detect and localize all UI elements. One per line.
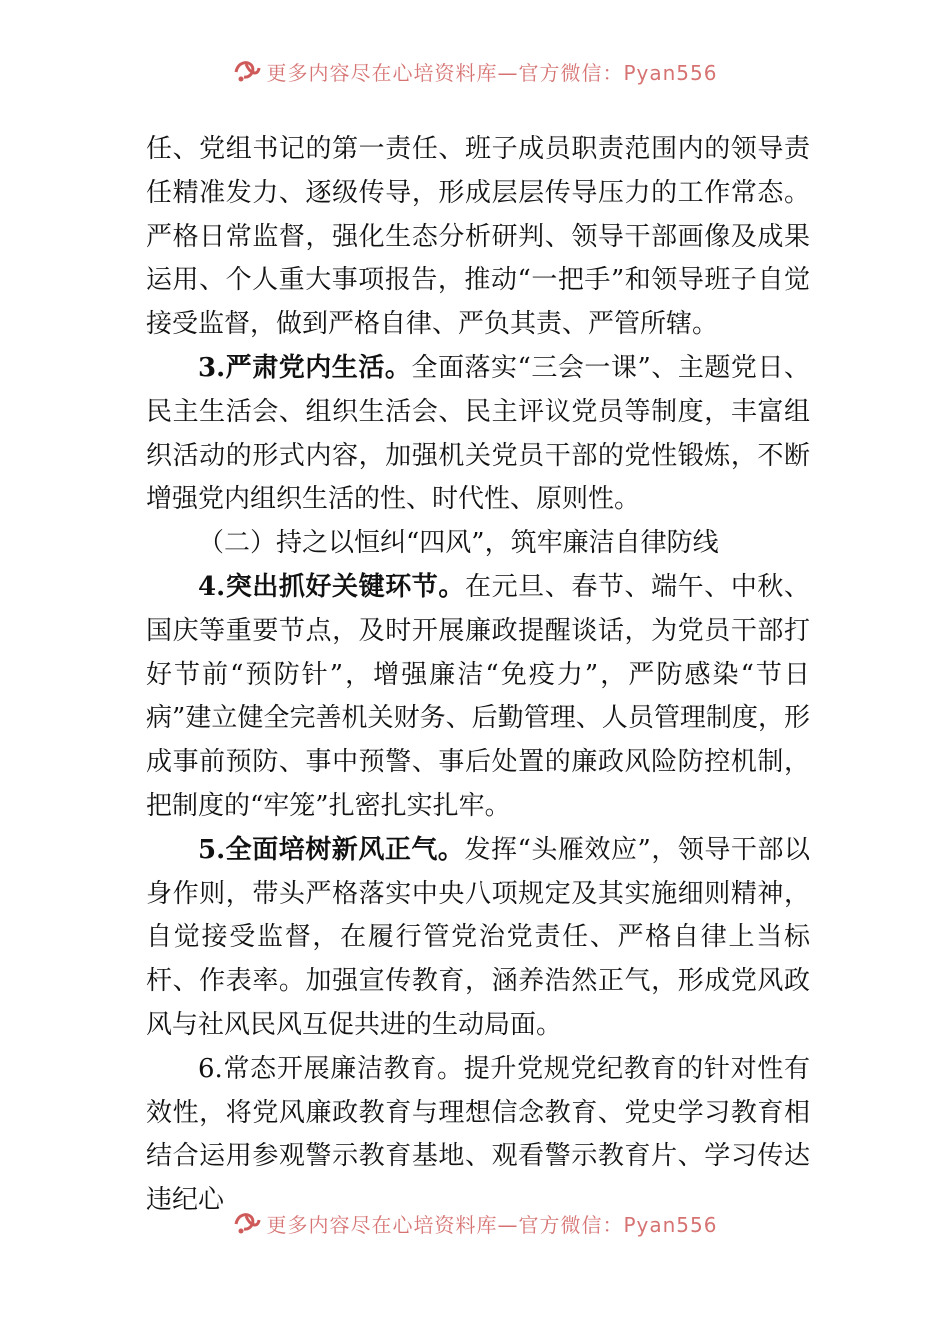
watermark-text: 更多内容尽在心培资料库—官方微信：Pyan556 bbox=[266, 1212, 718, 1237]
paragraph-text: 发挥“头雁效应”，领导干部以身作则，带头严格落实中央八项规定及其实施细则精神，自觉接受监督，在履行管党治党责任、严格自律上当标杆、作表率。加强宣传教育，涵养浩然正气，形成党风政风与社风民风互促共进的生动局面。 bbox=[146, 834, 810, 1040]
paragraph-2 bbox=[146, 347, 810, 522]
paragraph-4 bbox=[146, 566, 810, 829]
paragraph-1 bbox=[146, 128, 810, 347]
paragraph-text: 在元旦、春节、端午、中秋、国庆等重要节点，及时开展廉政提醒谈话，为党员干部打好节前“预防针”，增强廉洁“免疫力”，严防感染“节日病”建立健全完善机关财务、后勤管理、人员管理制度，形成事前预防、事中预警、事后处置的廉政风险防控机制，把制度的“牢笼”扎密扎实扎牢。 bbox=[146, 571, 810, 821]
watermark-bottom bbox=[0, 1206, 950, 1240]
paragraph-6 bbox=[146, 1048, 810, 1223]
paragraph-5 bbox=[146, 829, 810, 1048]
document-body bbox=[146, 128, 810, 1223]
logo-icon bbox=[232, 58, 262, 84]
logo-icon bbox=[232, 1210, 262, 1236]
paragraph-text: 任、党组书记的第一责任、班子成员职责范围内的领导责任精准发力、逐级传导，形成层层传导压力的工作常态。严格日常监督，强化生态分析研判、领导干部画像及成果运用、个人重大事项报告，推动“一把手”和领导班子自觉接受监督，做到严格自律、严负其责、严管所辖。 bbox=[146, 134, 810, 340]
paragraph-lead: 5.全面培树新风正气。 bbox=[198, 834, 465, 865]
paragraph-text: 全面落实“三会一课”、主题党日、民主生活会、组织生活会、民主评议党员等制度，丰富组织活动的形式内容，加强机关党员干部的党性锻炼，不断增强党内组织生活的性、时代性、原则性。 bbox=[146, 352, 810, 515]
paragraph-text: 6.常态开展廉洁教育。提升党规党纪教育的针对性有效性，将党风廉政教育与理想信念教育、党史学习教育相结合运用参观警示教育基地、观看警示教育片、学习传达违纪心 bbox=[146, 1053, 810, 1216]
paragraph-text: （二）持之以恒纠“四风”，筑牢廉洁自律防线 bbox=[198, 528, 719, 559]
paragraph-lead: 3.严肃党内生活。 bbox=[198, 352, 412, 383]
section-heading bbox=[146, 522, 810, 566]
watermark-top bbox=[0, 54, 950, 88]
paragraph-lead: 4.突出抓好关键环节。 bbox=[198, 571, 465, 602]
watermark-text: 更多内容尽在心培资料库—官方微信：Pyan556 bbox=[266, 60, 718, 85]
